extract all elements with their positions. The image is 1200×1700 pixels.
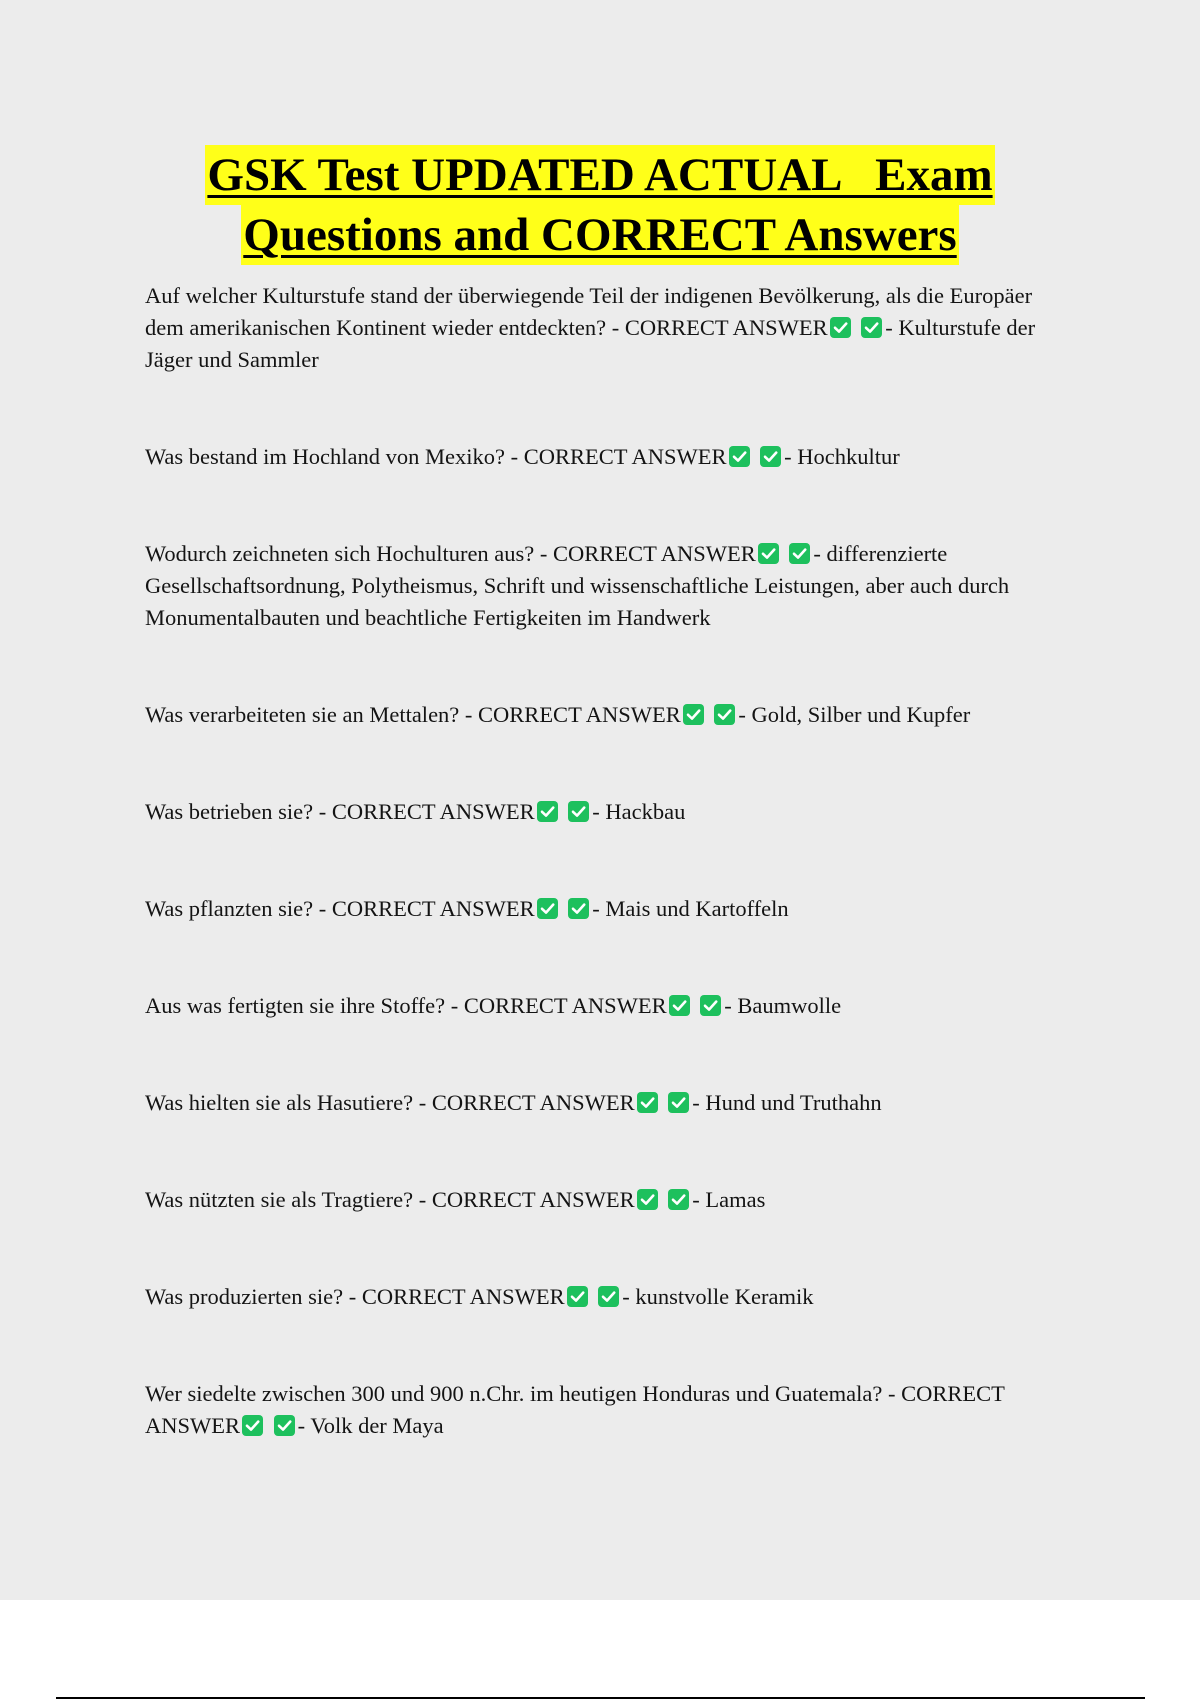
answer-text: Gold, Silber und Kupfer — [751, 702, 971, 727]
qa-item: Was produzierten sie? - CORRECT ANSWER - kunstvolle Keramik — [145, 1284, 814, 1309]
answer-marker: CORRECT ANSWER — [463, 993, 667, 1018]
check-mark-icon — [700, 995, 721, 1016]
answer-text: Mais und Kartoffeln — [605, 896, 789, 921]
answer-marker: CORRECT ANSWER — [553, 541, 756, 566]
check-mark-icon — [537, 898, 558, 919]
qa-item: Was nützten sie als Tragtiere? - CORRECT ANSWER - Lamas — [145, 1187, 766, 1212]
question-text: Wer siedelte zwischen 300 und 900 n.Chr. im heutigen Honduras und Guatemala? — [145, 1381, 883, 1406]
answer-text: Lamas — [705, 1187, 766, 1212]
qa-item: Was pflanzten sie? - CORRECT ANSWER - Mais und Kartoffeln — [145, 896, 789, 921]
check-mark-icon — [683, 704, 704, 725]
check-mark-icon — [861, 317, 882, 338]
question-text: Was produzierten sie? — [145, 1284, 344, 1309]
question-text: Was betrieben sie? — [145, 799, 314, 824]
answer-marker: CORRECT ANSWER — [331, 799, 535, 824]
check-mark-icon — [274, 1415, 295, 1436]
check-mark-icon — [830, 317, 851, 338]
check-mark-icon — [242, 1415, 263, 1436]
check-mark-icon — [637, 1092, 658, 1113]
check-mark-icon — [568, 898, 589, 919]
answer-marker: CORRECT ANSWER — [431, 1187, 635, 1212]
qa-item: Was verarbeiteten sie an Mettalen? - CORRECT ANSWER - Gold, Silber und Kupfer — [145, 702, 971, 727]
check-mark-icon — [760, 446, 781, 467]
answer-marker: CORRECT ANSWER — [145, 1381, 1005, 1438]
check-mark-icon — [668, 1189, 689, 1210]
question-text: Was nützten sie als Tragtiere? — [145, 1187, 414, 1212]
question-text: Was hielten sie als Hasutiere? — [145, 1090, 414, 1115]
title-line-2: Questions and CORRECT Answers — [241, 205, 958, 265]
qa-item: Wer siedelte zwischen 300 und 900 n.Chr. im heutigen Honduras und Guatemala? - CORRECT ANSWER - Volk der Maya — [145, 1381, 1005, 1438]
question-text: Aus was fertigten sie ihre Stoffe? — [145, 993, 446, 1018]
check-mark-icon — [789, 543, 810, 564]
qa-item: Was bestand im Hochland von Mexiko? - CORRECT ANSWER - Hochkultur — [145, 444, 900, 469]
question-text: Was verarbeiteten sie an Mettalen? — [145, 702, 460, 727]
answer-text: Hackbau — [605, 799, 686, 824]
answer-text: differenzierte Gesellschaftsordnung, Polytheismus, Schrift und wissenschaftliche Leistungen, aber auch durch Monumentalbauten und beachtliche Fertigkeiten im Handwerk — [145, 541, 1010, 630]
answer-marker: CORRECT ANSWER — [431, 1090, 635, 1115]
qa-item: Was betrieben sie? - CORRECT ANSWER - Hackbau — [145, 799, 686, 824]
check-mark-icon — [567, 1286, 588, 1307]
answer-marker: CORRECT ANSWER — [624, 315, 828, 340]
qa-item: Was hielten sie als Hasutiere? - CORRECT ANSWER - Hund und Truthahn — [145, 1090, 882, 1115]
answer-marker: CORRECT ANSWER — [331, 896, 535, 921]
qa-list — [145, 280, 1075, 1507]
check-mark-icon — [637, 1189, 658, 1210]
check-mark-icon — [729, 446, 750, 467]
check-mark-icon — [758, 543, 779, 564]
answer-text: kunstvolle Keramik — [635, 1284, 814, 1309]
question-text: Was pflanzten sie? — [145, 896, 314, 921]
qa-item: Aus was fertigten sie ihre Stoffe? - CORRECT ANSWER - Baumwolle — [145, 993, 842, 1018]
question-text: Wodurch zeichneten sich Hochulturen aus? — [145, 541, 535, 566]
answer-marker: CORRECT ANSWER — [523, 444, 727, 469]
qa-item: Auf welcher Kulturstufe stand der überwiegende Teil der indigenen Bevölkerung, als die Europäer dem amerikanischen Kontinent wieder entdeckten? - CORRECT ANSWER - Kulturstufe der Jäger und Sammler — [145, 283, 1036, 372]
question-text: Auf welcher Kulturstufe stand der überwiegende Teil der indigenen Bevölkerung, als die Europäer dem amerikanischen Kontinent wieder entdeckten? — [145, 283, 1033, 340]
check-mark-icon — [598, 1286, 619, 1307]
document-title — [0, 145, 1200, 265]
answer-marker: CORRECT ANSWER — [478, 702, 681, 727]
answer-marker: CORRECT ANSWER — [361, 1284, 565, 1309]
check-mark-icon — [714, 704, 735, 725]
check-mark-icon — [668, 1092, 689, 1113]
answer-text: Kulturstufe der Jäger und Sammler — [145, 315, 1036, 372]
question-text: Was bestand im Hochland von Mexiko? — [145, 444, 505, 469]
page-divider — [56, 1697, 1145, 1699]
check-mark-icon — [568, 801, 589, 822]
title-line-1: GSK Test UPDATED ACTUAL Exam — [205, 145, 994, 205]
answer-text: Volk der Maya — [310, 1413, 444, 1438]
check-mark-icon — [537, 801, 558, 822]
check-mark-icon — [669, 995, 690, 1016]
answer-text: Baumwolle — [737, 993, 842, 1018]
answer-text: Hund und Truthahn — [705, 1090, 882, 1115]
answer-text: Hochkultur — [797, 444, 900, 469]
qa-item: Wodurch zeichneten sich Hochulturen aus? - CORRECT ANSWER - differenzierte Gesellschaftsordnung, Polytheismus, Schrift und wissenschaftliche Leistungen, aber auch durch Monumentalbauten und beachtliche Fertigkeiten im Handwerk — [145, 541, 1010, 630]
